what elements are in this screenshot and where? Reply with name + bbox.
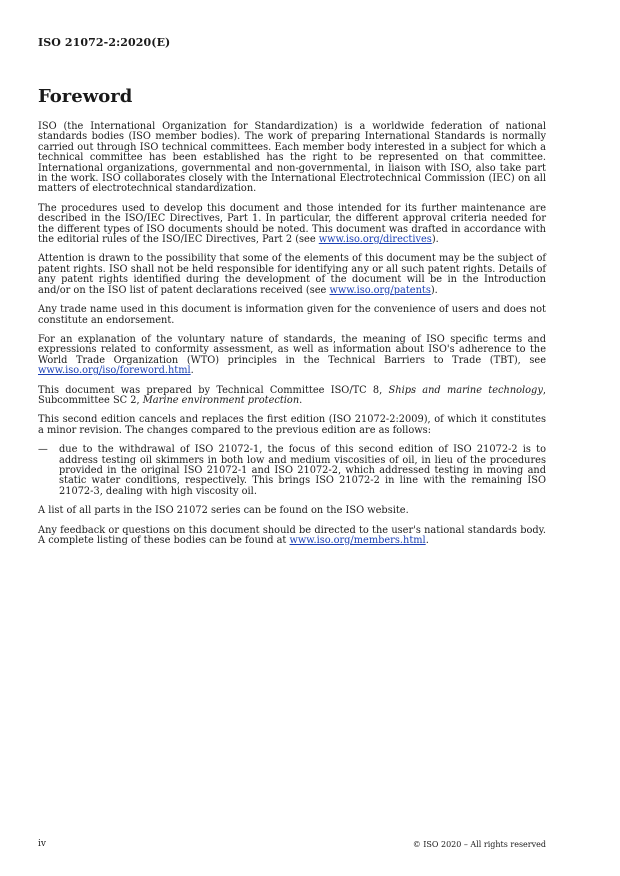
page-number: iv (38, 839, 46, 849)
paragraph-procedures: The procedures used to develop this document and those intended for its further maintenance are described in the ISO/IEC Directives, Part 1. In particular, the different approval criteria needed for the different types of ISO documents should be noted. This document was drafted in accordance with the editorial rules of the ISO/IEC Directives, Part 2 (see www.iso.org/directives). (38, 202, 546, 246)
foreword-link[interactable]: www.iso.org/iso/foreword.html (38, 365, 191, 377)
committee-title: Ships and marine technology (388, 384, 543, 396)
paragraph-committee: This document was prepared by Technical Committee ISO/TC 8, Ships and marine technology, Subcommittee SC 2, Marine environment protection. (38, 384, 546, 406)
subcommittee-title: Marine environment protection (142, 394, 300, 406)
paragraph-patents: Attention is drawn to the possibility that some of the elements of this document may be the subject of patent rights. ISO shall not be held responsible for identifying any or all such patent rights. Details of any patent rights identified during the development of the document will be in the Introduction and/or on the ISO list of patent declarations received (see www.iso.org/patents). (38, 253, 546, 296)
page-title: Foreword (38, 86, 133, 107)
patents-link[interactable]: www.iso.org/patents (329, 284, 431, 296)
document-id: ISO 21072-2:2020(E) (38, 36, 171, 49)
paragraph-iso-intro: ISO (the International Organization for Standardization) is a worldwide federation of national standards bodies (ISO member bodies). The work of preparing International Standards is normally carried out through ISO technical committees. Each member body interested in a subject for which a technical committee has been established has the right to be represented on that committee. International organizations, governmental and non-governmental, in liaison with ISO, also take part in the work. ISO collaborates closely with the International Electrotechnical Commission (IEC) on all matters of electrotechnical standardization. (38, 121, 546, 195)
foreword-body (38, 122, 546, 555)
paragraph-series: A list of all parts in the ISO 21072 series can be found on the ISO website. (38, 505, 409, 517)
list-item-text: due to the withdrawal of ISO 21072-1, the focus of this second edition of ISO 21072-2 is to address testing oil skimmers in both low and medium viscosities of oil, in lieu of the procedures provided in the original ISO 21072-1 and ISO 21072-2, which addressed testing in moving and static water conditions, respectively. This brings ISO 21072-2 in line with the remaining ISO 21072-3, dealing with high viscosity oil. (59, 444, 546, 497)
directives-link[interactable]: www.iso.org/directives (318, 234, 432, 246)
dash-bullet: — (38, 444, 48, 456)
paragraph-edition: This second edition cancels and replaces the first edition (ISO 21072-2:2009), of which it constitutes a minor revision. The changes compared to the previous edition are as follows: (38, 414, 546, 436)
paragraph-trade-name: Any trade name used in this document is information given for the convenience of users and does not constitute an endorsement. (38, 304, 546, 326)
paragraph-feedback: Any feedback or questions on this document should be directed to the user's national standards body. A complete listing of these bodies can be found at www.iso.org/members.html. (38, 524, 546, 546)
members-link[interactable]: www.iso.org/members.html (289, 535, 426, 546)
list-item (38, 445, 546, 497)
paragraph-voluntary-nature: For an explanation of the voluntary nature of standards, the meaning of ISO specific terms and expressions related to conformity assessment, as well as information about ISO's adherence to the World Trade Organization (WTO) principles in the Technical Barriers to Trade (TBT), see www.iso.org/iso/foreword.html. (38, 333, 546, 377)
copyright-notice: © ISO 2020 – All rights reserved (412, 840, 546, 849)
